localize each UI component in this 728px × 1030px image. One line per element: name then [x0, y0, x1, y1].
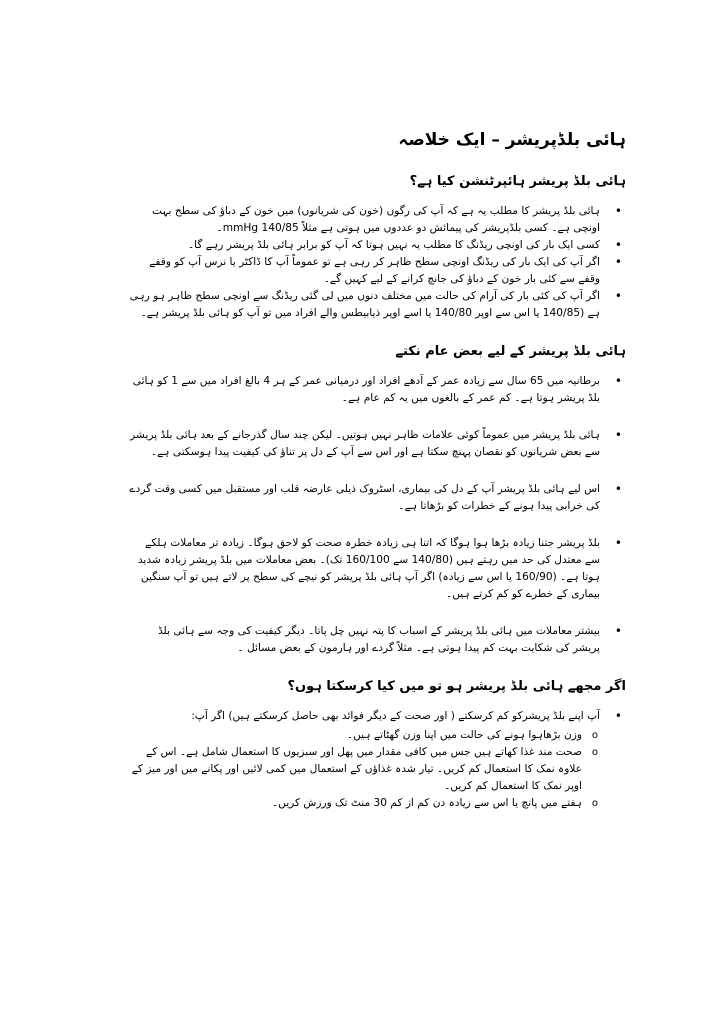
- list-item: [128, 708, 626, 812]
- list-item-intro: آپ اپنے بلڈ پریشرکو کم کرسکتے ( اور صحت کے دیگر فوائد بھی حاصل کرسکتے ہیں) اگر آپ:: [191, 710, 600, 722]
- sub-list-item: o ہفتے میں پانچ یا اس سے زیادہ دن کم از کم 30 منٹ تک ورزش کریں۔: [128, 795, 600, 812]
- section-heading-general-points: ہائی بلڈ پریشر کے لیے بعض عام نکتے: [395, 344, 626, 359]
- list-item: • بلڈ پریشر جتنا زیادہ بڑھا ہوا ہوگا کہ اتنا ہی زیادہ خطرہ صحت کو لاحق ہوگا۔ زیادہ تر معاملات ہلکے سے معتدل کی حد میں رہتے ہیں (140/80 سے 160/100 تک)۔ بعض معاملات میں بلڈ پریشر زیادہ شدید ہوتا ہے۔ (160/90 یا اس سے زیادہ) اگر آپ ہائی بلڈ پریشر کو نیچے کی سطح پر لاتے ہیں تو آپ سنگین بیماری کے خطرے کو کم کرتے ہیں۔: [128, 535, 626, 603]
- list-item: • کسی ایک بار کی اونچی ریڈنگ کا مطلب یہ نہیں ہوتا کہ آپ کو برابر ہائی بلڈ پریشر رہے گا۔: [128, 237, 626, 254]
- general-points-list: [128, 373, 626, 657]
- list-item: • بیشتر معاملات میں ہائی بلڈ پریشر کے اسباب کا پتہ نہیں چل پاتا۔ دیگر کیفیت کی وجہ سے ہائی بلڈ پریشر کی شکایت بہت کم پیدا ہوتی ہے۔ مثلاً گردے اور ہارمون کے بعض مسائل ۔: [128, 623, 626, 657]
- section-heading-what-is: ہائی بلڈ پریشر ہائپرٹنشن کیا ہے؟: [409, 174, 626, 189]
- sub-list-item: o صحت مند غذا کھاتے ہیں جس میں کافی مقدار میں پھل اور سبزیوں کا استعمال شامل ہے۔ اس کے علاوہ نمک کا استعمال کم کریں۔ تیار شدہ غذاؤں کے استعمال میں کمی لائیں اور پکانے میں اور میز کے اوپر نمک کا استعمال کم کریں۔: [128, 744, 600, 795]
- page-title: ہائی بلڈپریشر – ایک خلاصہ: [398, 130, 626, 150]
- what-is-list: [128, 203, 626, 322]
- list-item: • ہائی بلڈ پریشر میں عموماً کوئی علامات ظاہر نہیں ہوتیں۔ لیکن چند سال گذرجانے کے بعد ہائی بلڈ پریشر سے بعض شریانوں کو نقصان پہنچ سکتا ہے اور اس سے آپ کے دل پر تناؤ کی کیفیت پیدا ہوسکتی ہے۔: [128, 427, 626, 461]
- document-body: [128, 128, 626, 812]
- sub-list: [128, 727, 600, 812]
- sub-list-item: o وزن بڑھاہوا ہونے کی حالت میں اپنا وزن گھٹاتے ہیں۔: [128, 727, 600, 744]
- section-heading-what-can-i-do: اگر مجھے ہائی بلڈ پریشر ہو تو میں کیا کرسکتا ہوں؟: [287, 679, 626, 694]
- list-item: • اگر آپ کی کئی بار کی آرام کی حالت میں مختلف دنوں میں لی گئی ریڈنگ سے اونچی سطح ظاہر ہو رہی ہے (140/85 یا اس سے اوپر 140/80 یا اسے اوپر ذیابیطس والے افراد میں تو آپ کو ہائی بلڈ پریشر ہے۔: [128, 288, 626, 322]
- list-item: • ہائی بلڈ پریشر کا مطلب یہ ہے کہ آپ کی رگوں (خون کی شریانوں) میں خون کے دباؤ کی سطح بہت اونچی ہے۔ کسی بلڈپریشر کی پیمائش دو عددوں میں ہوتی ہے مثلاً 140/85 mmHg۔: [128, 203, 626, 237]
- list-item: • اگر آپ کی ایک بار کی ریڈنگ اونچی سطح ظاہر کر رہی ہے تو عموماً آپ کا ڈاکٹر یا نرس آپ کو وقفے وقفے سے کئی بار خون کے دباؤ کی جانچ کرانے کے لیے کہیں گے۔: [128, 254, 626, 288]
- list-item: • برطانیہ میں 65 سال سے زیادہ عمر کے آدھے افراد اور درمیانی عمر کے ہر 4 بالغ افراد میں سے 1 کو ہائی بلڈ پریشر ہوتا ہے۔ کم عمر کے بالغوں میں یہ کم عام ہے۔: [128, 373, 626, 407]
- what-can-i-do-list: [128, 708, 626, 812]
- list-item: • اس لیے ہائی بلڈ پریشر آپ کے دل کی بیماری، اسٹروک ذیلی عارضہ قلب اور مستقبل میں کسی وقت گردے کی خرابی پیدا ہونے کے خطرات کو بڑھاتا ہے۔: [128, 481, 626, 515]
